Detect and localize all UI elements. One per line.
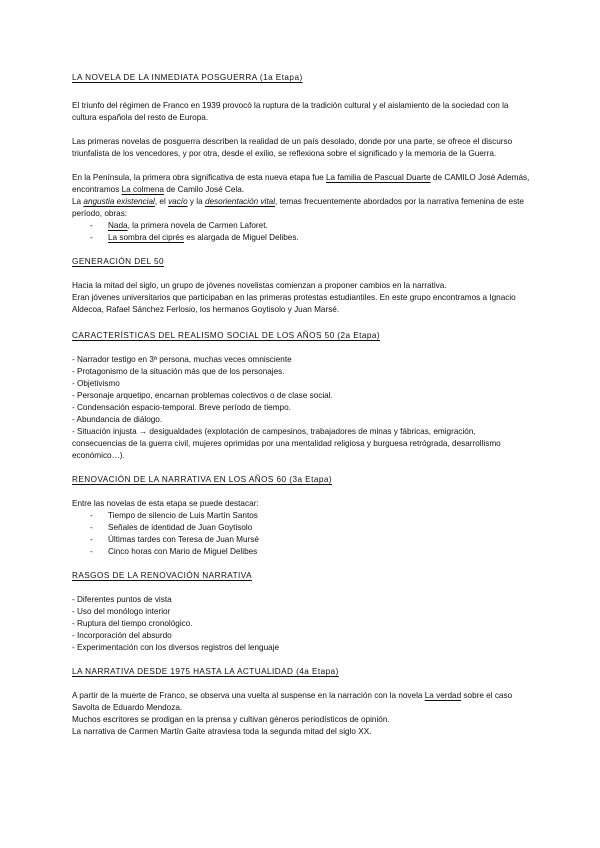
list-item	[72, 232, 532, 244]
text-run: En la Península, la primera obra significativa de esta nueva etapa fue	[72, 173, 326, 182]
list-item-text	[108, 232, 532, 244]
list-item-text: Últimas tardes con Teresa de Juan Mursé	[108, 535, 259, 544]
list-item: - Ruptura del tiempo cronológico.	[72, 619, 193, 628]
section-heading-desde-1975: LA NARRATIVA DESDE 1975 HASTA LA ACTUALIDAD (4a Etapa)	[72, 667, 339, 676]
list-item: - Personaje arquetipo, encarnan problemas colectivos o de clase social.	[72, 391, 333, 400]
list-item: - Abundancia de diálogo.	[72, 415, 163, 424]
list-item	[72, 546, 532, 558]
theme-term: angustia existencial	[83, 197, 155, 206]
paragraph: Muchos escritores se prodigan en la prensa y cultivan géneros periodísticos de opinión.	[72, 715, 390, 724]
text-run: y la	[187, 197, 205, 206]
book-title-la-verdad: La verdad	[424, 691, 462, 700]
text-run: , el	[154, 197, 169, 206]
list-item: - Uso del monólogo interior	[72, 607, 171, 616]
list-item: - Condensación espacio-temporal. Breve período de tiempo.	[72, 403, 291, 412]
book-title-sombra-cipres: La sombra del ciprés	[108, 233, 184, 242]
text-run: A partir de la muerte de Franco, se observa una vuelta al suspense en la narración con la novela	[72, 691, 425, 700]
list-item: - Narrador testigo en 3ª persona, muchas veces omnisciente	[72, 355, 292, 364]
text-run: de CAMILO José Además, encontramos	[72, 173, 530, 194]
characteristics-list	[72, 354, 532, 462]
list-item: - Incorporación del absurdo	[72, 631, 172, 640]
list-item: - Diferentes puntos de vista	[72, 595, 172, 604]
paragraph-la-verdad	[72, 690, 532, 714]
book-title-nada: Nada	[108, 221, 128, 230]
paragraph-themes	[72, 196, 532, 220]
book-title-la-colmena: La colmena	[121, 185, 164, 194]
list-item	[72, 510, 532, 522]
section-heading-renovacion-60: RENOVACIÓN DE LA NARRATIVA EN LOS AÑOS 60 (3a Etapa)	[72, 475, 333, 484]
theme-term: vacío	[168, 197, 188, 206]
paragraph: Las primeras novelas de posguerra describen la realidad de un país desolado, donde por una parte, se ofrece el discurso triunfalista de los vencedores, y por otra, desde el exilio, se reflexiona sobre el significado y la memoria de la Guerra.	[72, 137, 513, 158]
text-run: sobre el caso Savolta de Eduardo Mendoza.	[72, 691, 513, 712]
paragraph: La narrativa de Carmen Martín Gaite atraviesa toda la segunda mitad del siglo XX.	[72, 727, 372, 736]
text-run: de Camilo José Cela.	[163, 185, 245, 194]
list-item: - Situación injusta → desigualdades (explotación de campesinos, trabajadores de minas y fábricas, emigración, consecuencias de la guerra civil, mujeres oprimidas por una mentalidad religiosa y burguesa retrógrada, desarrollismo económico…).	[72, 427, 501, 460]
bullet-dash: -	[90, 547, 93, 556]
text-run: es alargada de Miguel Delibes.	[184, 233, 299, 242]
text-run: La	[72, 197, 84, 206]
text-run: , temas frecuentemente abordados por la narrativa femenina de este período, obras:	[72, 197, 524, 218]
bullet-dash: -	[90, 535, 93, 544]
features-list	[72, 594, 532, 654]
list-item	[72, 534, 532, 546]
list-item	[72, 220, 532, 232]
list-item-text	[108, 220, 532, 232]
theme-term: desorientación vital	[204, 197, 276, 206]
list-item: - Experimentación con los diversos registros del lenguaje	[72, 643, 280, 652]
paragraph: Entre las novelas de esta etapa se puede destacar:	[72, 499, 259, 508]
paragraph-first-work	[72, 172, 532, 196]
paragraph: El triunfo del régimen de Franco en 1939 provocó la ruptura de la tradición cultural y el aislamiento de la sociedad con la cultura española del resto de Europa.	[72, 101, 509, 122]
section-heading-posguerra: LA NOVELA DE LA INMEDIATA POSGUERRA (1a Etapa)	[72, 73, 303, 82]
document-page	[72, 72, 532, 738]
list-item-text: Cinco horas con Mario de Miguel Delibes	[108, 547, 258, 556]
list-item-text: Tiempo de silencio de Luis Martín Santos	[108, 511, 258, 520]
text-run: , la primera novela de Carmen Laforet.	[127, 221, 268, 230]
list-item	[72, 522, 532, 534]
bullet-dash: -	[90, 221, 93, 230]
list-item-text: Señales de identidad de Juan Goytisolo	[108, 523, 253, 532]
book-title-pascual-duarte: La familia de Pascual Duarte	[325, 173, 431, 182]
section-heading-realismo-social: CARACTERÍSTICAS DEL REALISMO SOCIAL DE LOS AÑOS 50 (2a Etapa)	[72, 331, 381, 340]
paragraph: Eran jóvenes universitarios que participaban en las primeras protestas estudiantiles. En este grupo encontramos a Ignacio Aldecoa, Rafael Sánchez Ferlosio, los hermanos Goytisolo y Juan Marsé.	[72, 293, 516, 314]
bullet-dash: -	[90, 233, 93, 242]
list-item: - Protagonismo de la situación más que de los personajes.	[72, 367, 285, 376]
bullet-dash: -	[90, 511, 93, 520]
bullet-dash: -	[90, 523, 93, 532]
list-item: - Objetivismo	[72, 379, 120, 388]
section-heading-generacion-50: GENERACIÓN DEL 50	[72, 257, 164, 266]
section-heading-rasgos: RASGOS DE LA RENOVACIÓN NARRATIVA	[72, 571, 252, 580]
paragraph: Hacia la mitad del siglo, un grupo de jóvenes novelistas comienzan a proponer cambios en la narrativa.	[72, 281, 447, 290]
